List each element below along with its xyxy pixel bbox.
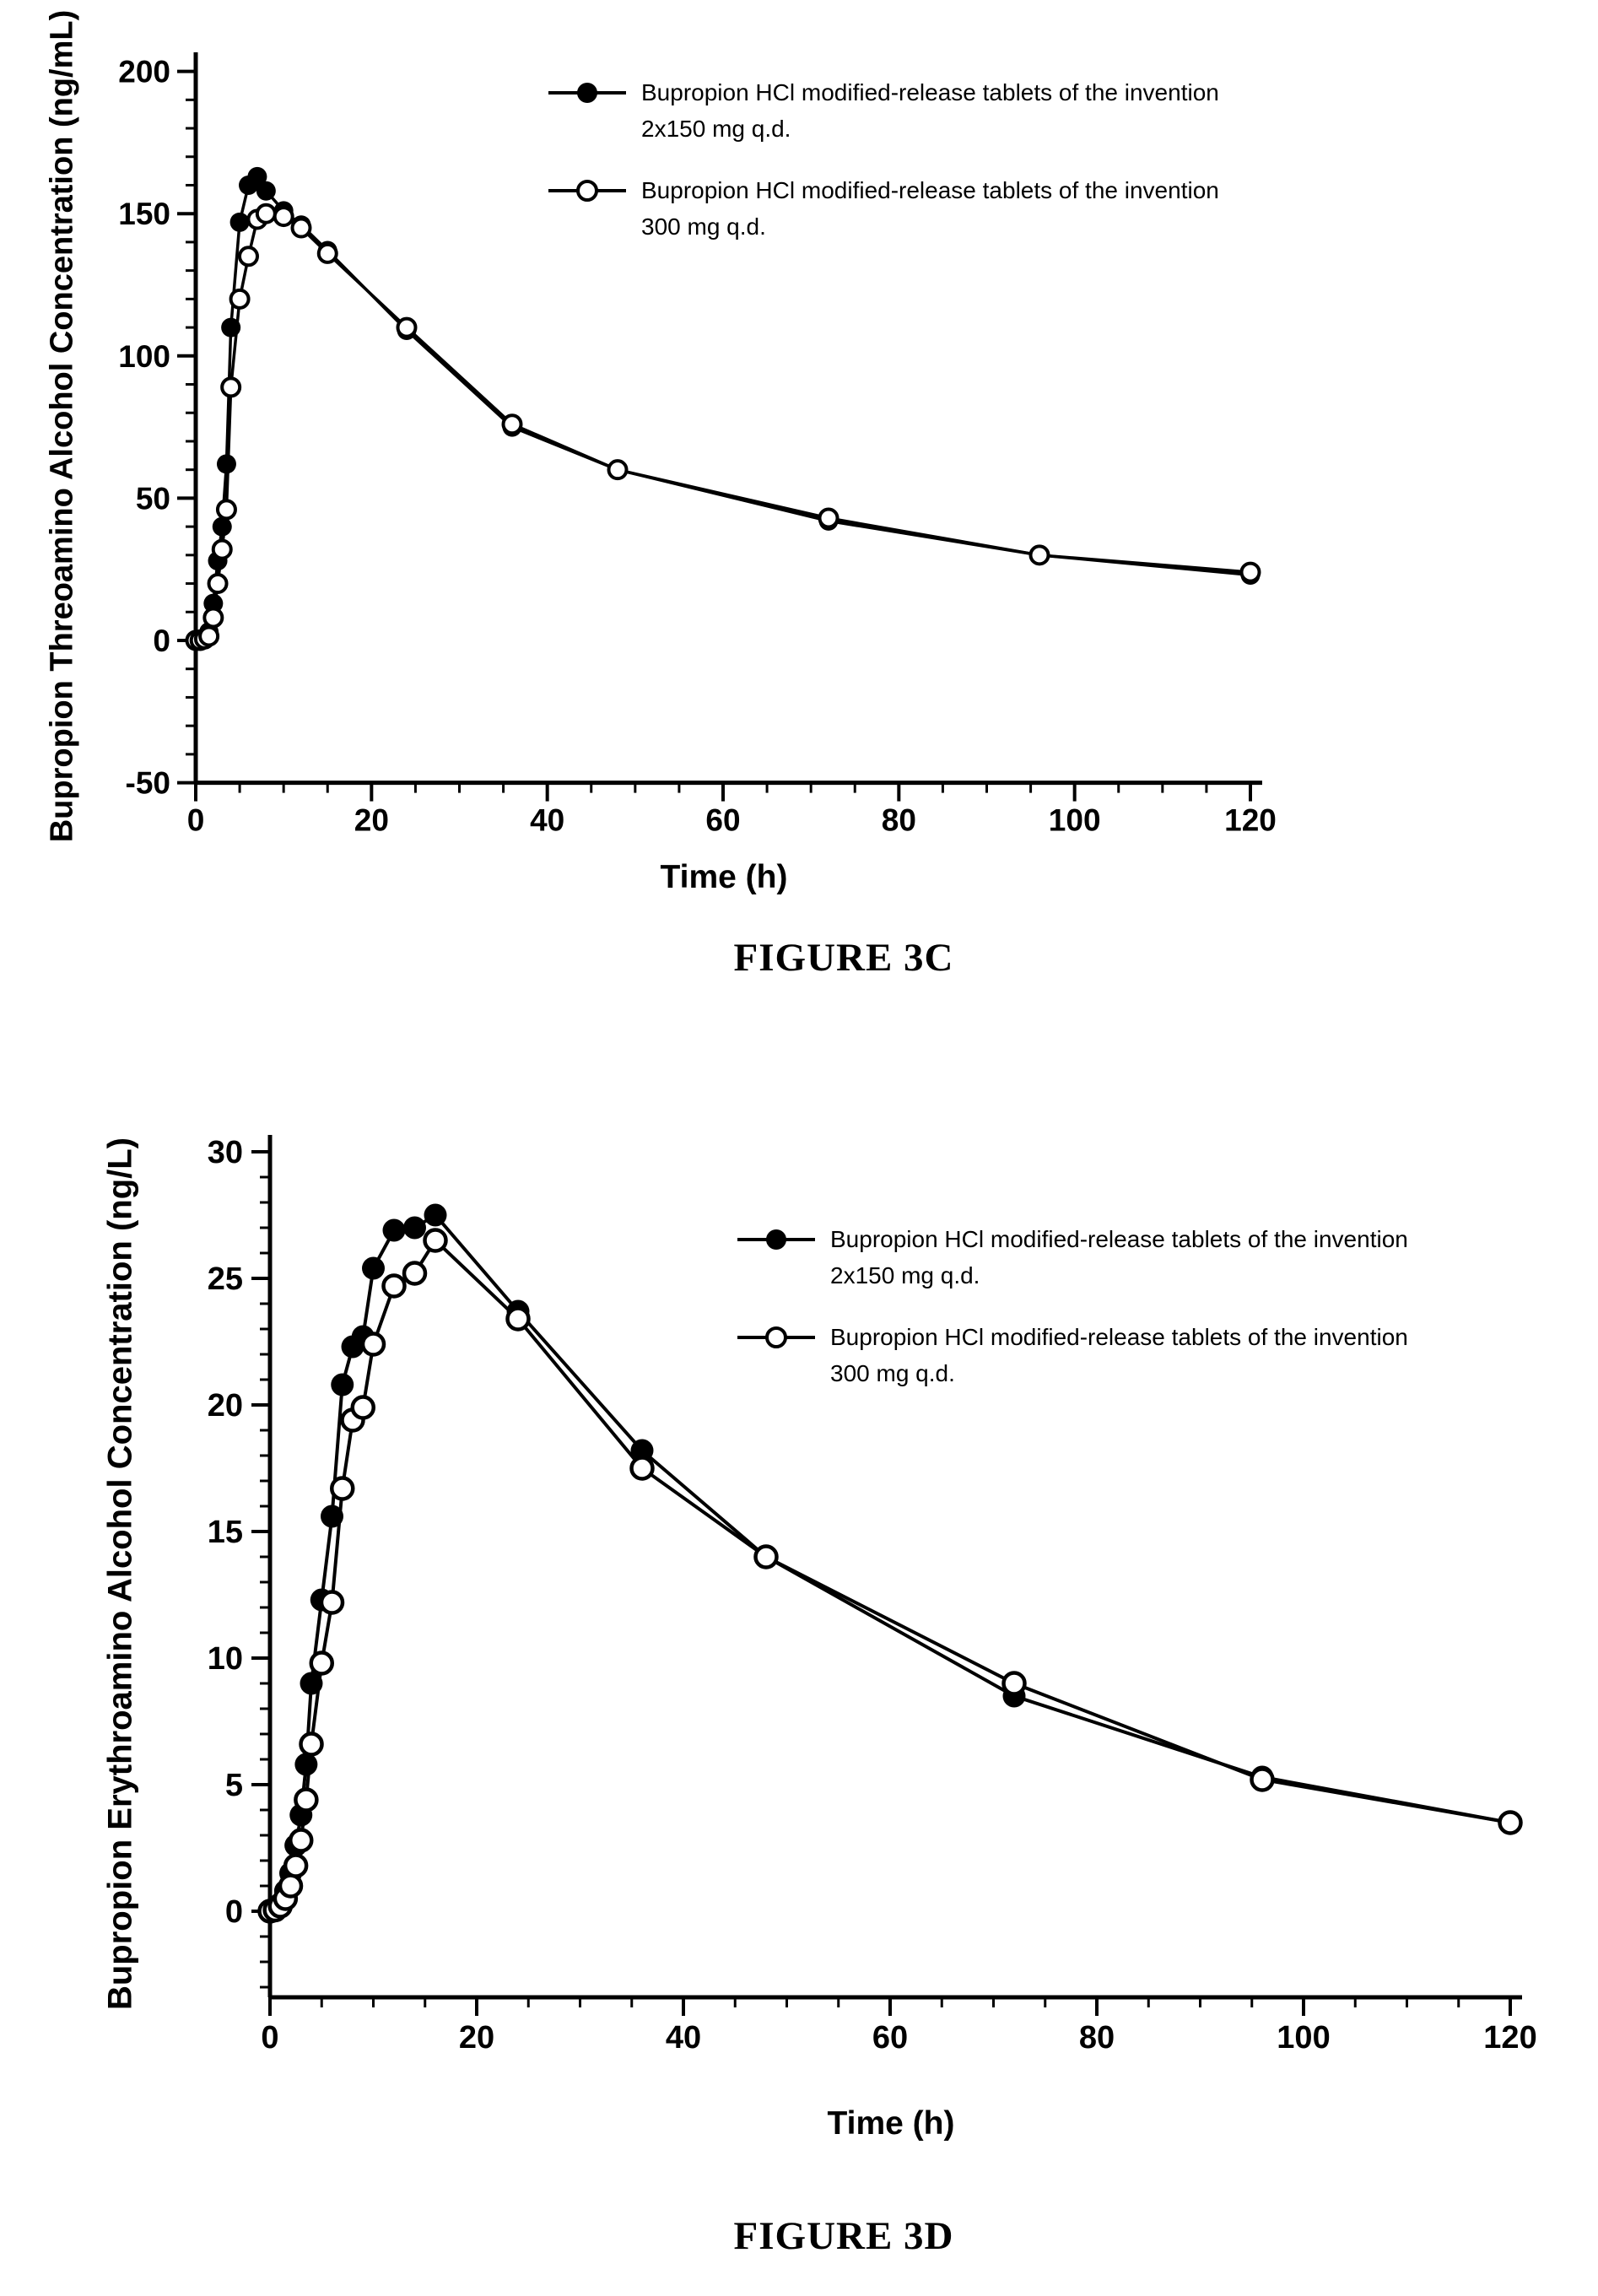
y-tick-label: -50 <box>125 765 170 801</box>
y-tick-label: 200 <box>118 54 170 89</box>
x-tick-label: 120 <box>1224 802 1277 838</box>
legend-line: 2x150 mg q.d. <box>830 1262 980 1288</box>
x-tick-label: 60 <box>705 802 741 838</box>
data-point-marker <box>204 609 222 627</box>
data-point-marker <box>257 205 275 223</box>
data-point-marker <box>230 213 250 232</box>
legend-entry <box>547 74 1219 147</box>
data-point-marker <box>1031 546 1049 564</box>
data-point-marker <box>332 1478 353 1499</box>
data-point-marker <box>1242 564 1260 581</box>
figure-3d <box>0 1017 1598 2296</box>
data-point-marker <box>222 378 240 396</box>
y-tick-label: 5 <box>224 1768 243 1803</box>
data-point-marker <box>240 247 257 265</box>
data-point-marker <box>293 219 310 237</box>
data-point-marker <box>384 1276 405 1297</box>
y-tick-label: 15 <box>207 1515 243 1550</box>
data-point-marker <box>231 290 249 308</box>
data-point-marker <box>285 1856 306 1877</box>
data-point-marker <box>756 1547 777 1568</box>
y-axis-label: Bupropion Threoamino Alcohol Concentration (ng/mL) <box>44 9 80 843</box>
figure-3c <box>0 0 1598 1017</box>
data-point-marker <box>321 1592 343 1613</box>
data-point-marker <box>209 575 227 592</box>
data-point-marker <box>213 541 231 559</box>
x-tick-label: 40 <box>530 802 565 838</box>
data-point-marker <box>311 1653 332 1674</box>
x-tick-label: 20 <box>458 2020 495 2056</box>
data-point-marker <box>295 1790 316 1811</box>
data-point-marker <box>280 1876 301 1897</box>
data-point-marker <box>294 1753 317 1776</box>
legend-line: Bupropion HCl modified-release tablets of the invention <box>641 79 1219 105</box>
data-point-marker <box>301 1734 322 1755</box>
data-point-marker <box>820 510 838 527</box>
x-tick-label: 0 <box>261 2020 279 2056</box>
legend <box>736 1221 1408 1417</box>
data-point-marker <box>218 500 235 518</box>
data-point-marker <box>319 245 337 262</box>
data-point-marker <box>362 1257 385 1280</box>
data-point-marker <box>425 1230 446 1251</box>
series-open-circle <box>187 205 1260 650</box>
data-point-marker <box>200 627 218 645</box>
filled-circle-marker <box>547 79 628 106</box>
series-line <box>196 213 1250 640</box>
figure-caption: FIGURE 3D <box>733 2214 954 2258</box>
filled-circle-marker <box>736 1226 817 1253</box>
legend-line: Bupropion HCl modified-release tablets of the invention <box>641 177 1219 203</box>
legend-line: Bupropion HCl modified-release tablets of the invention <box>830 1226 1408 1252</box>
data-point-marker <box>290 1830 311 1851</box>
data-point-marker <box>1004 1673 1025 1694</box>
y-tick-label: 20 <box>207 1388 243 1424</box>
legend-line: 300 mg q.d. <box>641 213 766 240</box>
x-tick-label: 80 <box>1078 2020 1115 2056</box>
x-tick-label: 20 <box>354 802 389 838</box>
data-point-marker <box>256 181 276 201</box>
data-point-marker <box>1500 1812 1521 1834</box>
data-point-marker <box>504 415 521 433</box>
y-tick-label: 0 <box>224 1894 243 1930</box>
data-point-marker <box>353 1397 374 1418</box>
data-point-marker <box>1252 1769 1273 1791</box>
y-axis-label: Bupropion Erythroamino Alcohol Concentration (ng/L) <box>101 1137 139 2011</box>
y-tick-label: 50 <box>135 481 170 516</box>
y-tick-label: 30 <box>207 1135 243 1170</box>
y-tick-label: 100 <box>118 338 170 374</box>
x-tick-label: 100 <box>1048 802 1101 838</box>
data-point-marker <box>398 319 416 337</box>
legend-entry <box>736 1221 1408 1294</box>
data-point-marker <box>331 1374 354 1397</box>
legend-entry <box>736 1319 1408 1391</box>
data-point-marker <box>508 1309 529 1330</box>
data-point-marker <box>632 1458 653 1479</box>
x-tick-label: 0 <box>186 802 205 838</box>
figure-3d-plot <box>0 1017 1598 2296</box>
y-tick-label: 0 <box>153 624 170 658</box>
legend-entry <box>547 172 1219 245</box>
data-point-marker <box>609 461 627 478</box>
legend-line: 300 mg q.d. <box>830 1360 955 1386</box>
x-tick-label: 40 <box>665 2020 702 2056</box>
data-point-marker <box>424 1204 447 1227</box>
legend-line: 2x150 mg q.d. <box>641 116 791 142</box>
data-point-marker <box>383 1219 406 1242</box>
legend-line: Bupropion HCl modified-release tablets of the invention <box>830 1324 1408 1350</box>
legend <box>547 74 1219 270</box>
x-tick-label: 100 <box>1277 2020 1331 2056</box>
y-tick-label: 10 <box>207 1641 243 1677</box>
figure-caption: FIGURE 3C <box>733 936 954 980</box>
y-tick-label: 25 <box>207 1261 243 1297</box>
data-point-marker <box>275 208 293 225</box>
x-tick-label: 120 <box>1483 2020 1537 2056</box>
data-point-marker <box>363 1334 384 1355</box>
x-axis-label: Time (h) <box>827 2105 955 2142</box>
data-point-marker <box>404 1263 425 1284</box>
x-tick-label: 60 <box>872 2020 909 2056</box>
open-circle-marker <box>736 1324 817 1351</box>
x-axis-label: Time (h) <box>660 859 788 895</box>
y-tick-label: 150 <box>118 197 170 232</box>
open-circle-marker <box>547 177 628 204</box>
x-tick-label: 80 <box>881 802 916 838</box>
data-point-marker <box>403 1217 426 1240</box>
data-point-marker <box>213 517 232 537</box>
